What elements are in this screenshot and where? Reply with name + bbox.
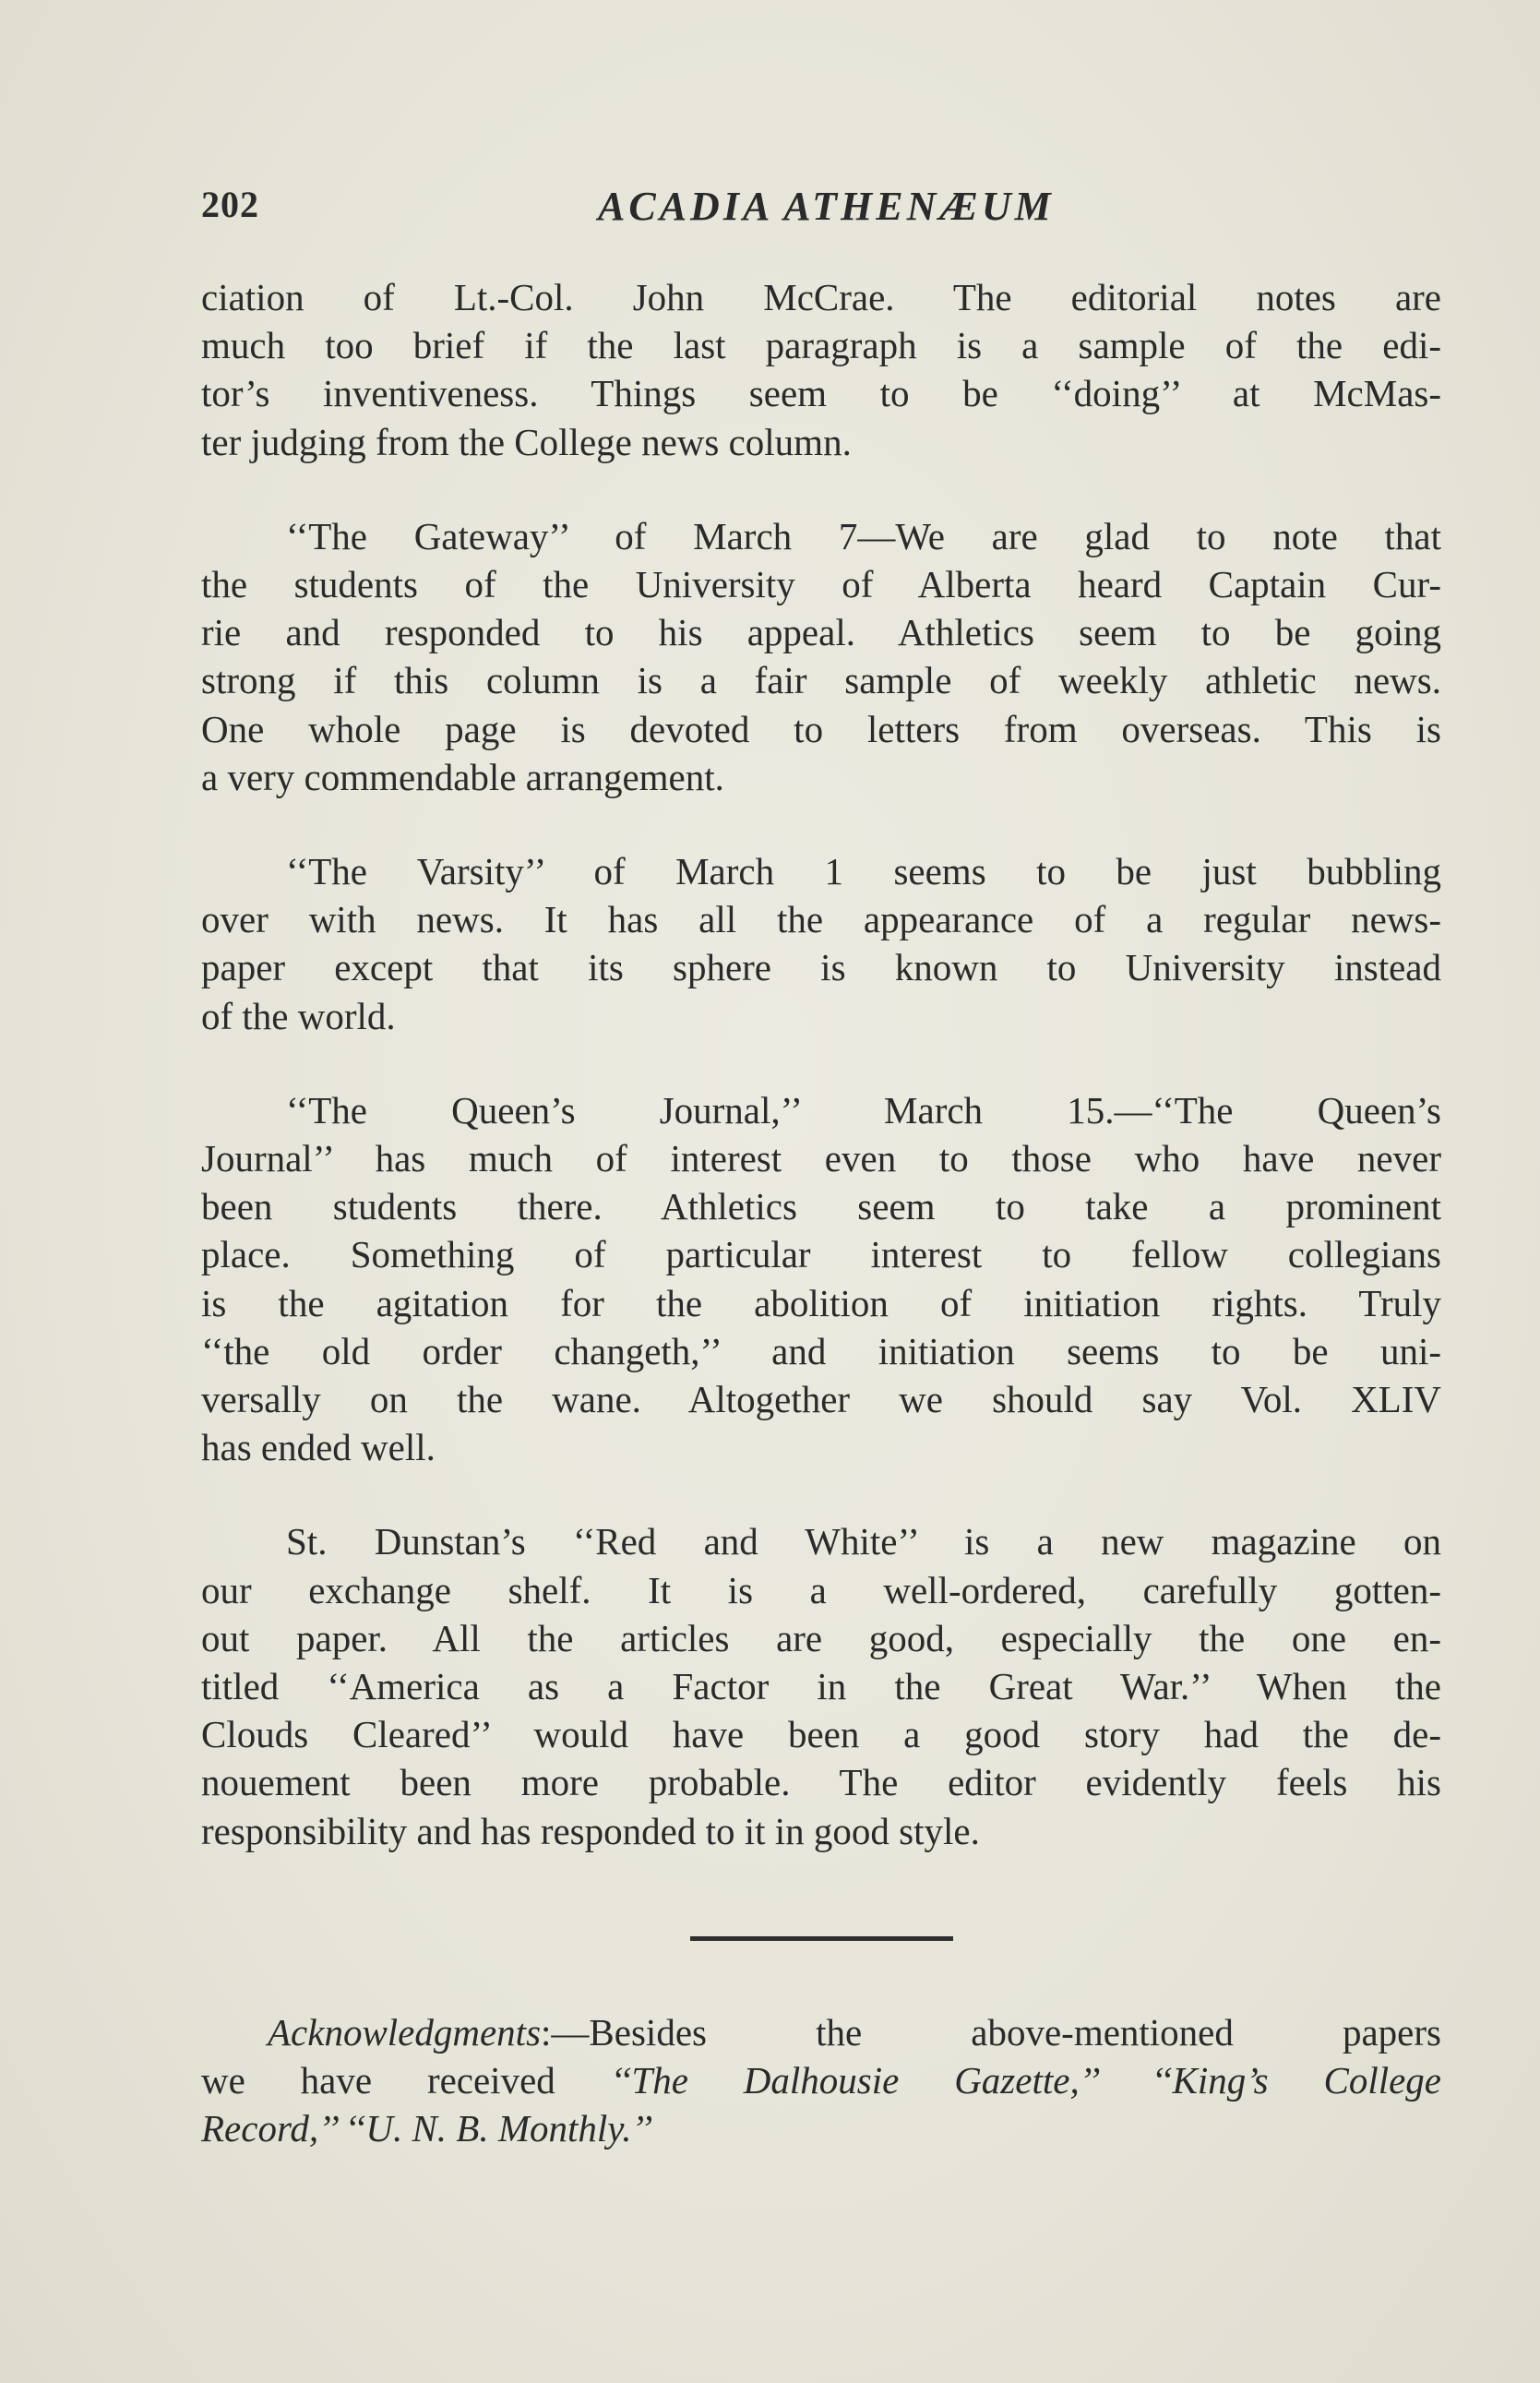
text-line: ‘‘The Varsity’’ of March 1 seems to be just bubbling — [286, 850, 1441, 893]
text-line: One whole page is devoted to letters from overseas. This is — [201, 707, 1441, 750]
text-line: ciation of Lt.-Col. John McCrae. The editorial notes are — [201, 276, 1441, 318]
text-line: of the world. — [201, 994, 396, 1037]
paragraph-queens-journal — [201, 1086, 1441, 1472]
acknowledgments-line-2 — [201, 2056, 1441, 2104]
text-line: much too brief if the last paragraph is a sample of the edi- — [201, 324, 1441, 367]
text-line: ‘‘the old order changeth,’’ and initiation seems to be uni- — [201, 1329, 1441, 1372]
text-line: paper except that its sphere is known to University instead — [201, 946, 1441, 989]
body-text — [201, 273, 1441, 1855]
text-line: ‘‘The Queen’s Journal,’’ March 15.—‘‘The Queen’s — [286, 1088, 1441, 1132]
text-line: tor’s inventiveness. Things seem to be ‘‘doing’’ at McMas- — [201, 372, 1441, 415]
acknowledgments-label: Acknowledgments — [268, 2011, 542, 2054]
text-line: titled ‘‘America as a Factor in the Great War.’’ When the — [201, 1665, 1441, 1708]
text-line: responsibility and has responded to it in good style. — [201, 1809, 980, 1852]
text-line: nouement been more probable. The editor evidently feels his — [201, 1761, 1441, 1804]
text-line: has ended well. — [201, 1426, 436, 1469]
text-line: versally on the wane. Altogether we should say Vol. XLIV — [201, 1378, 1441, 1421]
paragraph-mccrae — [201, 273, 1441, 466]
acknowledgments-line-3: Record,’’ ‘‘U. N. B. Monthly.’’ — [201, 2107, 653, 2150]
acknowledgments-received: we have received — [201, 2059, 611, 2102]
running-title: ACADIA ATHENÆUM — [598, 184, 1055, 229]
text-line: ter judging from the College news column. — [201, 420, 852, 463]
text-line: place. Something of particular interest to fellow collegians — [201, 1233, 1441, 1276]
paragraph-gateway — [201, 512, 1441, 801]
page-header — [201, 183, 1438, 242]
text-line: our exchange shelf. It is a well-ordered, carefully gotten- — [201, 1568, 1441, 1611]
text-line: is the agitation for the abolition of initiation rights. Truly — [201, 1281, 1441, 1324]
paragraph-red-and-white — [201, 1517, 1441, 1854]
text-line: the students of the University of Alberta heard Captain Cur- — [201, 563, 1441, 606]
text-line: over with news. It has all the appearance of a regular news- — [201, 898, 1441, 941]
acknowledgments — [201, 2008, 1441, 2153]
text-line: ‘‘The Gateway’’ of March 7—We are glad to note that — [286, 514, 1441, 557]
text-line: rie and responded to his appeal. Athletics seem to be going — [201, 611, 1441, 654]
paragraph-varsity — [201, 847, 1441, 1040]
section-divider — [690, 1936, 953, 1941]
acknowledgments-line-1 — [201, 2008, 1441, 2056]
text-line: Journal’’ has much of interest even to those who have never — [201, 1137, 1441, 1180]
text-line: St. Dunstan’s ‘‘Red and White’’ is a new magazine on — [286, 1520, 1441, 1563]
acknowledgments-titles: ‘‘The Dalhousie Gazette,’’ ‘‘King’s College — [610, 2059, 1441, 2102]
text-line: strong if this column is a fair sample of weekly athletic news. — [201, 659, 1441, 702]
acknowledgments-intro: :—Besides the above-mentioned papers — [541, 2011, 1441, 2054]
text-line: out paper. All the articles are good, especially the one en- — [201, 1616, 1441, 1659]
text-line: Clouds Cleared’’ would have been a good story had the de- — [201, 1713, 1441, 1756]
page-number: 202 — [201, 184, 259, 225]
text-line: a very commendable arrangement. — [201, 755, 724, 798]
text-line: been students there. Athletics seem to take a prominent — [201, 1185, 1441, 1228]
